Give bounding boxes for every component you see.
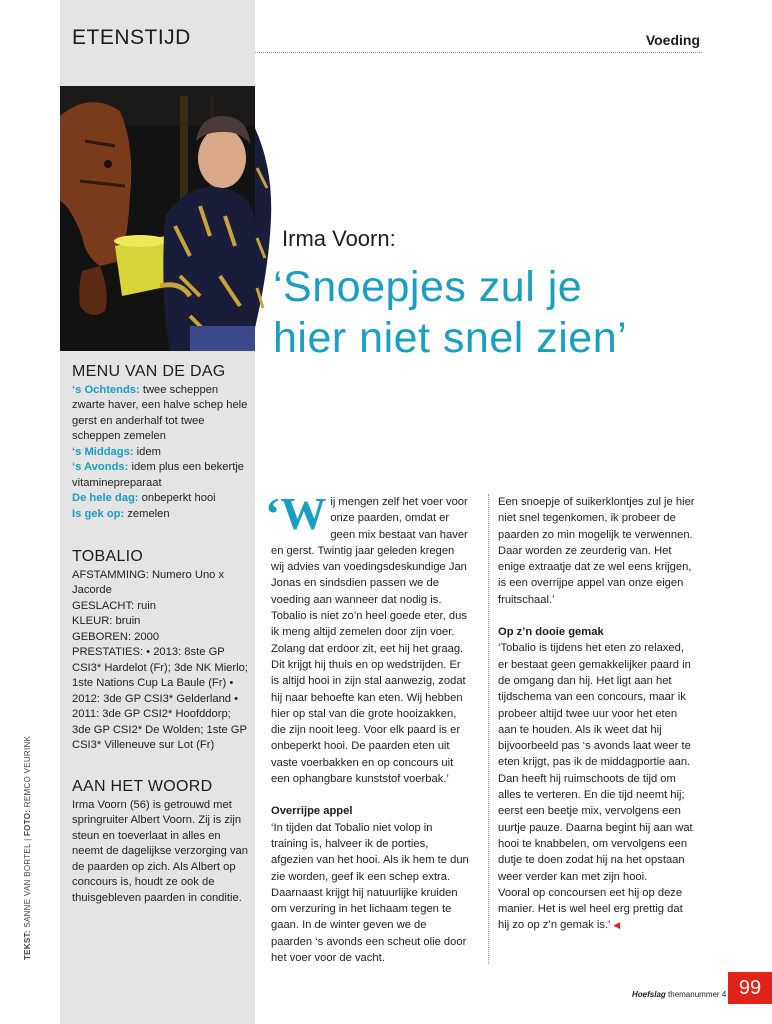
article-kicker: Irma Voorn: bbox=[282, 226, 396, 251]
subheading: Overrijpe appel bbox=[271, 805, 353, 818]
portrait-photo bbox=[60, 86, 255, 351]
menu-item: ‘s Avonds: idem plus een bekertje vitaminepreparaat bbox=[72, 461, 245, 489]
menu-title: MENU VAN DE DAG bbox=[72, 363, 226, 380]
horse-pedigree: AFSTAMMING: Numero Uno x Jacorde bbox=[72, 568, 225, 596]
menu-item: Is gek op: zemelen bbox=[72, 507, 170, 520]
body-paragraph: Een snoepje of suikerklontjes zul je hier niet snel tegenkomen, ik probeer de paarden zo min mogelijk te verwennen. Daar worden ze zeurderig van. Het enige extraatje dat ze wel eens krijgen, is een overrijpe appel van onze eigen fruitschaal.’ bbox=[498, 496, 695, 606]
menu-box bbox=[72, 364, 250, 522]
category-label: Voeding bbox=[645, 32, 700, 48]
word-title: AAN HET WOORD bbox=[72, 778, 213, 795]
article-column-1 bbox=[265, 488, 469, 966]
headline-line: hier niet snel zien’ bbox=[273, 314, 628, 362]
horse-gender: GESLACHT: ruin bbox=[72, 599, 156, 612]
drop-cap: ‘W bbox=[265, 488, 327, 539]
menu-item: ‘s Middags: idem bbox=[72, 445, 161, 458]
horse-results: PRESTATIES: • 2013: 8ste GP CSI3* Hardelot (Fr); 3de NK Mierlo; 1ste Nations Cup La Baule (Fr) • 2012: 3de GP CSI3* Gelderland • 2011: 3de GP CSI2* Hoofddorp; 3de GP CSI2* De Wolden; 1ste GP CSI3* Villeneuve sur Lot (Fr) bbox=[72, 646, 248, 751]
body-paragraph: ‘Wij mengen zelf het voer voor onze paarden, omdat er geen mix bestaat van haver en gerst. Twintig jaar geleden kregen wij advies van voedingsdeskundige Jan Jonas en sindsdien passen we de voeding aan wanneer dat nodig is. Tobalio is niet zo’n heel goede eter, dus ik meng altijd zemelen door zijn voer. Zolang dat erdoor zit, eet hij het graag. Dit krijgt hij thuis en op wedstrijden. Er is altijd hooi in zijn stal aanwezig, zodat hij naar behoefte kan eten. Wij hebben hier op stal van die grote hooizakken, die zijn nooit leeg. Voor elk paard is er onbeperkt hooi. De paarden eten uit vaste voerbakken en op concours uit een ophangbare kunststof voerbak.’ bbox=[265, 488, 468, 786]
menu-item: De hele dag: onbeperkt hooi bbox=[72, 492, 216, 504]
horse-title: TOBALIO bbox=[72, 548, 144, 565]
header-rule bbox=[255, 52, 702, 53]
horse-box bbox=[72, 549, 250, 754]
body-paragraph: ‘Tobalio is tijdens het eten zo relaxed, er bestaat geen gemakkelijker paard in de omgang dan hij. Het ligt aan het tijdschema van een concours, maar ik probeer altijd twee uur voor het eten aan te houden. Als ik weet dat hij bijvoorbeeld pas ‘s avonds laat weer te eten krijgt, pas ik de middagportie aan. Dan heeft hij ruimschoots de tijd om alles te verteren. En die tijd neemt hij; eerst een beetje mix, vervolgens een uurtje pauze. Daarna begint hij aan wat hooi te knabbelen, om vervolgens een dutje te doen zodat hij na het opstaan weer verder kan met zijn hooi. bbox=[498, 642, 693, 883]
footer-brand: Hoefslag themanummer 4 bbox=[632, 990, 727, 999]
word-text: Irma Voorn (56) is getrouwd met springruiter Albert Voorn. Zij is zijn steun en toeverlaat in alles en neemt de dagelijkse verzorging van de paarden op zich. Als Albert op concours is, houdt ze ook de thuisgebleven paarden in conditie. bbox=[72, 798, 248, 904]
article-column-2 bbox=[498, 494, 696, 934]
article-headline bbox=[273, 262, 627, 364]
photo-credit: TEKST: SANNE VAN BORTEL | FOTO: REMCO VEURINK bbox=[23, 735, 32, 960]
section-label: ETENSTIJD bbox=[72, 26, 191, 49]
column-divider bbox=[488, 494, 489, 964]
headline-line: ‘Snoepjes zul je bbox=[273, 263, 583, 311]
subheading: Op z’n dooie gemak bbox=[498, 626, 604, 639]
horse-color: KLEUR: bruin bbox=[72, 615, 141, 627]
horse-born: GEBOREN: 2000 bbox=[72, 630, 160, 643]
body-paragraph: ‘In tijden dat Tobalio niet volop in training is, halveer ik de porties, afgezien van het hooi. Als ik hem te dun zie worden, geef ik een schep extra. Daarnaast krijgt hij natuurlijke kruiden om verzuring in het lichaam tegen te gaan. In de winter geven we de paarden ‘s avonds een scheut olie door het voer voor de vacht. bbox=[271, 821, 469, 965]
page-number: 99 bbox=[728, 972, 772, 1004]
menu-item: ‘s Ochtends: twee scheppen zwarte haver, een halve schep hele gerst en anderhalf tot twee scheppen zemelen bbox=[72, 383, 248, 442]
body-paragraph: Vooral op concoursen eet hij op deze manier. Het is wel heel erg prettig dat hij zo op z’n gemak is.’ ◀ bbox=[498, 886, 683, 932]
word-box bbox=[72, 779, 250, 906]
end-arrow-icon: ◀ bbox=[613, 920, 621, 931]
horse-and-woman-illustration bbox=[60, 86, 255, 351]
